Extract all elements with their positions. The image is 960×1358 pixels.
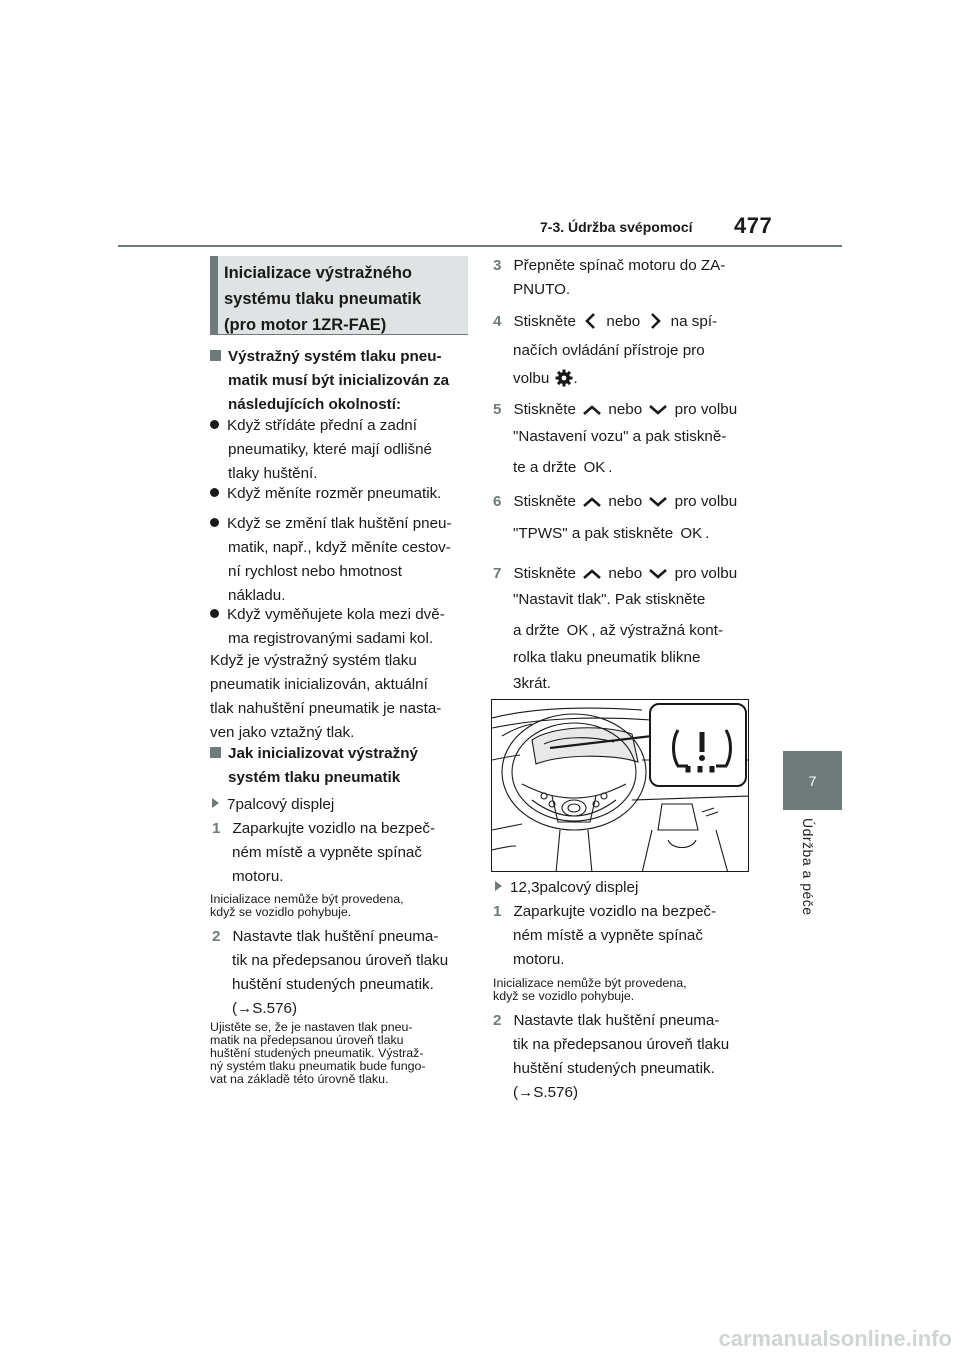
chevron-up-icon xyxy=(580,493,604,511)
chevron-right-icon xyxy=(644,311,666,331)
chevron-up-icon xyxy=(580,401,604,419)
dashboard-illustration xyxy=(491,699,749,872)
step-7: 7 Stiskněte nebo pro volbu "Nastavit tlak". Pak stiskněte a držte OK , až výstražná kont- rolka tlaku pneumatik blikne 3krát. xyxy=(493,565,738,692)
note: Inicializace nemůže být provedena, když se vozidlo pohybuje. xyxy=(493,976,687,1003)
note: Ujistěte se, že je nastaven tlak pneu- matik na předepsanou úroveň tlaku huštění studených pneumatik. Výstraž- ný systém tlaku pneumatik bude fungo- vat na základě této úrovně tlaku. xyxy=(210,1020,426,1086)
header-divider xyxy=(118,245,842,247)
page-reference[interactable]: S.576) xyxy=(252,1000,297,1017)
dashboard-drawing xyxy=(492,700,749,872)
reference-arrow-icon: (→ xyxy=(513,1084,534,1101)
chevron-down-icon xyxy=(646,401,670,419)
display-variant-label: 12,3palcový displej xyxy=(495,876,638,900)
gear-icon xyxy=(554,368,574,388)
square-bullet-icon xyxy=(210,747,221,758)
bullet-dot-icon xyxy=(210,518,219,527)
section-title: 7-3. Údržba svépomocí xyxy=(540,219,693,235)
bullet-item: Když vyměňujete kola mezi dvě- ma registrovanými sadami kol. xyxy=(210,603,445,651)
reference-arrow-icon: (→ xyxy=(232,1000,253,1017)
bullet-dot-icon xyxy=(210,488,219,497)
step-3: 3 Přepněte spínač motoru do ZA- PNUTO. xyxy=(493,257,726,298)
square-bullet-icon xyxy=(210,350,221,361)
ok-button-icon: OK xyxy=(566,622,589,639)
triangle-marker-icon xyxy=(212,798,219,808)
heading-underline xyxy=(210,334,468,335)
watermark: carmanualsonline.info xyxy=(718,1326,952,1351)
subheading-how-to: Jak inicializovat výstražný systém tlaku pneumatik xyxy=(210,742,418,790)
step-1: 1 Zaparkujte vozidlo na bezpeč- ném místě a vypněte spínač motoru. xyxy=(212,820,436,885)
page-reference[interactable]: S.576) xyxy=(533,1084,578,1101)
step-1: 1 Zaparkujte vozidlo na bezpeč- ném místě a vypněte spínač motoru. xyxy=(493,903,717,968)
bullet-dot-icon xyxy=(210,609,219,618)
step-2: 2 Nastavte tlak huštění pneuma- tik na předepsanou úroveň tlaku huštění studených pneumatik. (→S.576) xyxy=(493,1012,730,1101)
heading-line: Inicializace výstražného xyxy=(224,264,413,282)
bullet-item: Když měníte rozměr pneumatik. xyxy=(210,482,441,506)
note: Inicializace nemůže být provedena, když se vozidlo pohybuje. xyxy=(210,892,404,919)
page-number: 477 xyxy=(734,213,773,238)
step-6: 6 Stiskněte nebo pro volbu "TPWS" a pak stiskněte OK . xyxy=(493,489,737,547)
chapter-number: 7 xyxy=(808,772,817,789)
chapter-label: Údržba a péče xyxy=(800,818,816,916)
chevron-down-icon xyxy=(646,565,670,583)
step-4: 4 Stiskněte nebo na spí- načích ovládání přístroje pro volbu . xyxy=(493,313,718,387)
chevron-left-icon xyxy=(580,311,602,331)
chevron-down-icon xyxy=(646,493,670,511)
section-heading-box xyxy=(210,256,468,334)
bullet-item: Když střídáte přední a zadní pneumatiky, které mají odlišné tlaky huštění. xyxy=(210,414,432,486)
heading-line: (pro motor 1ZR-FAE) xyxy=(224,316,387,334)
step-5: 5 Stiskněte nebo pro volbu "Nastavení vozu" a pak stiskně- te a držte OK . xyxy=(493,397,737,481)
body-paragraph: Když je výstražný systém tlaku pneumatik inicializován, aktuální tlak nahuštění pneumatik je nasta- ven jako vztažný tlak. xyxy=(210,652,442,741)
step-2: 2 Nastavte tlak huštění pneuma- tik na předepsanou úroveň tlaku huštění studených pneumatik. (→S.576) xyxy=(212,928,449,1017)
triangle-marker-icon xyxy=(495,881,502,891)
bullet-dot-icon xyxy=(210,420,219,429)
subheading-conditions: Výstražný systém tlaku pneu- matik musí být inicializován za následujících okolností: xyxy=(210,345,449,417)
ok-button-icon: OK xyxy=(680,525,703,542)
heading-line: systému tlaku pneumatik xyxy=(224,290,422,308)
display-variant-label: 7palcový displej xyxy=(212,793,334,817)
chevron-up-icon xyxy=(580,565,604,583)
ok-button-icon: OK xyxy=(583,459,606,476)
bullet-item: Když se změní tlak huštění pneu- matik, např., když měníte cestov- ní rychlost nebo hmotnost nákladu. xyxy=(210,512,452,608)
chapter-tab xyxy=(783,751,842,810)
